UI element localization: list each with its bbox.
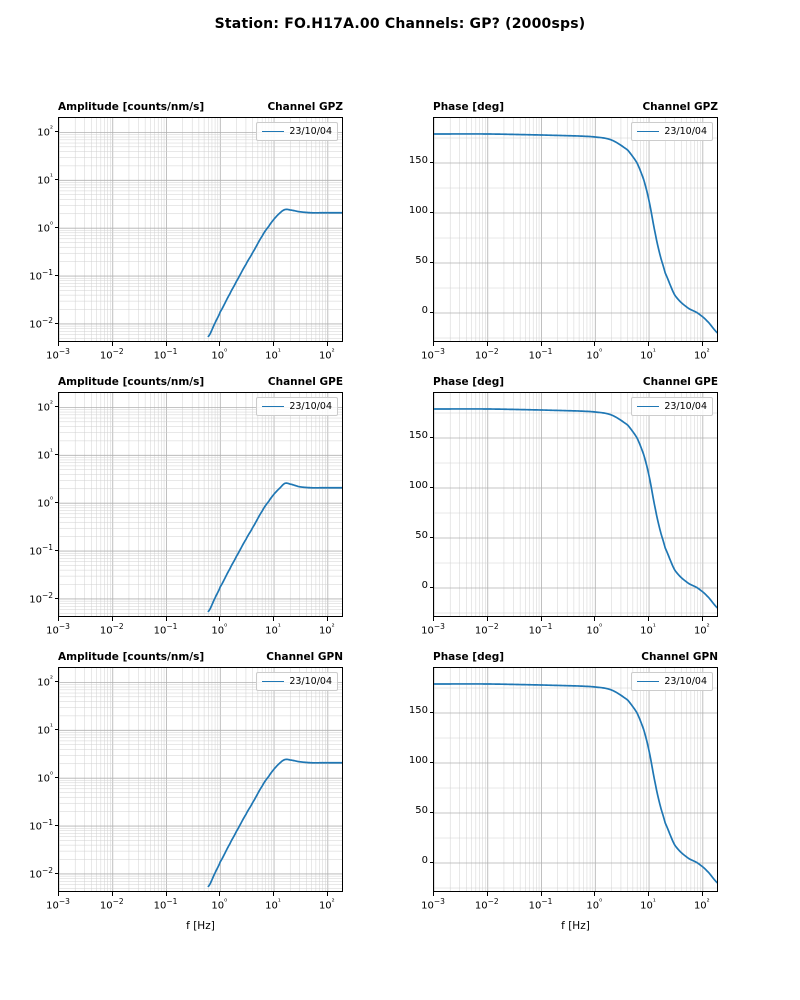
panel-title-left-amp-gpz: Amplitude [counts/nm/s] [58, 101, 205, 113]
ytick-mark [430, 312, 434, 313]
ytick-label: 50 [415, 530, 428, 541]
xtick-label: $10^{^0}$ [211, 347, 228, 362]
ytick-label: 100 [408, 755, 428, 766]
ytick-mark [55, 550, 59, 551]
ytick-mark [55, 777, 59, 778]
xtick-mark [273, 617, 274, 621]
xtick-mark [541, 892, 542, 896]
xtick-label: $10^{-3}$ [421, 897, 445, 912]
ytick-mark [430, 437, 434, 438]
ytick-mark [55, 179, 59, 180]
ytick-mark [55, 227, 59, 228]
xtick-mark [327, 892, 328, 896]
legend-label: 23/10/04 [664, 126, 707, 137]
panel-title-right-phase-gpz: Channel GPZ [642, 101, 718, 113]
xtick-label: $10^{-1}$ [153, 347, 178, 362]
xtick-label: $10^{-2}$ [99, 622, 124, 637]
legend-label: 23/10/04 [289, 676, 332, 687]
xtick-mark [541, 342, 542, 346]
xtick-label: $10^{^1}$ [265, 622, 281, 637]
plot-panel-amp-gpe [29, 376, 343, 637]
xtick-mark [273, 342, 274, 346]
ytick-label: $10^{-1}$ [29, 818, 53, 833]
ytick-label: 100 [408, 480, 428, 491]
legend-label: 23/10/04 [664, 676, 707, 687]
ytick-label: $10^{-2}$ [29, 865, 53, 881]
ytick-mark [430, 262, 434, 263]
ytick-mark [55, 323, 59, 324]
legend-phase-gpn[interactable] [631, 672, 713, 691]
xtick-mark [702, 342, 703, 346]
xtick-mark [648, 617, 649, 621]
ytick-mark [55, 502, 59, 503]
plot-panel-phase-gpz [408, 101, 718, 362]
ytick-label: $10^{^0}$ [37, 770, 53, 785]
figure-title: Station: FO.H17A.00 Channels: GP? (2000sps) [214, 16, 586, 32]
ytick-label: $10^{^1}$ [37, 172, 53, 187]
xtick-mark [433, 342, 434, 346]
plot-panel-phase-gpe [408, 376, 718, 637]
xtick-label: $10^{^1}$ [640, 347, 656, 362]
ytick-label: $10^{^1}$ [37, 447, 53, 462]
panel-title-left-phase-gpz: Phase [deg] [433, 101, 505, 113]
xtick-mark [327, 342, 328, 346]
plot-panel-phase-gpn [408, 651, 718, 932]
axes-amp-gpz [58, 117, 343, 342]
plot-panel-amp-gpn [29, 651, 343, 932]
panel-title-right-amp-gpn: Channel GPN [266, 651, 343, 663]
legend-swatch-icon [637, 406, 659, 407]
ytick-mark [55, 825, 59, 826]
xtick-label: $10^{-1}$ [153, 622, 178, 637]
xtick-mark [166, 342, 167, 346]
xtick-mark [433, 892, 434, 896]
legend-swatch-icon [637, 681, 659, 682]
axes-phase-gpz [433, 117, 718, 342]
xtick-label: $10^{^0}$ [586, 347, 603, 362]
panel-title-left-phase-gpe: Phase [deg] [433, 376, 505, 388]
ytick-mark [55, 454, 59, 455]
panel-title-right-phase-gpn: Channel GPN [641, 651, 718, 663]
xtick-label: $10^{^2}$ [318, 347, 335, 362]
xtick-label: $10^{^2}$ [693, 897, 710, 912]
xtick-mark [219, 342, 220, 346]
xaxis-label-amp-gpn: f [Hz] [186, 920, 215, 932]
xtick-mark [219, 617, 220, 621]
legend-amp-gpn[interactable] [256, 672, 338, 691]
xtick-mark [541, 617, 542, 621]
xtick-label: $10^{-2}$ [99, 897, 124, 912]
ytick-mark [430, 762, 434, 763]
xtick-label: $10^{-2}$ [474, 897, 499, 912]
xtick-mark [594, 617, 595, 621]
legend-swatch-icon [262, 406, 284, 407]
ytick-mark [55, 598, 59, 599]
xtick-mark [327, 617, 328, 621]
panel-title-left-amp-gpe: Amplitude [counts/nm/s] [58, 376, 205, 388]
xtick-label: $10^{-3}$ [46, 622, 70, 637]
xtick-mark [166, 892, 167, 896]
ytick-mark [55, 873, 59, 874]
ytick-mark [430, 212, 434, 213]
ytick-mark [430, 162, 434, 163]
xtick-mark [594, 892, 595, 896]
xtick-label: $10^{^0}$ [211, 897, 228, 912]
ytick-label: $10^{^0}$ [37, 495, 53, 510]
xtick-label: $10^{^2}$ [693, 347, 710, 362]
ytick-mark [430, 812, 434, 813]
xtick-label: $10^{-1}$ [153, 897, 178, 912]
ytick-label: $10^{-1}$ [29, 268, 53, 283]
legend-amp-gpe[interactable] [256, 397, 338, 416]
xtick-label: $10^{-1}$ [528, 897, 553, 912]
xtick-mark [273, 892, 274, 896]
ytick-label: 150 [408, 430, 428, 441]
xtick-mark [594, 342, 595, 346]
legend-swatch-icon [262, 131, 284, 132]
xtick-label: $10^{-3}$ [46, 897, 70, 912]
ytick-label: $10^{-1}$ [29, 543, 53, 558]
xtick-mark [487, 892, 488, 896]
xtick-label: $10^{^2}$ [318, 897, 335, 912]
ytick-label: $10^{^2}$ [37, 399, 53, 414]
xaxis-label-phase-gpn: f [Hz] [561, 920, 590, 932]
xtick-mark [112, 342, 113, 346]
ytick-label: 50 [415, 805, 428, 816]
xtick-mark [487, 617, 488, 621]
axes-phase-gpe [433, 392, 718, 617]
axes-phase-gpn [433, 667, 718, 892]
ytick-mark [430, 587, 434, 588]
xtick-label: $10^{-1}$ [528, 347, 553, 362]
xtick-label: $10^{-3}$ [421, 347, 445, 362]
xtick-mark [166, 617, 167, 621]
xtick-mark [112, 892, 113, 896]
xtick-label: $10^{^0}$ [586, 897, 603, 912]
xtick-label: $10^{^0}$ [586, 622, 603, 637]
xtick-label: $10^{^1}$ [640, 622, 656, 637]
panel-title-left-phase-gpn: Phase [deg] [433, 651, 505, 663]
ytick-label: 0 [421, 855, 428, 866]
ytick-mark [55, 131, 59, 132]
legend-label: 23/10/04 [289, 401, 332, 412]
xtick-mark [58, 342, 59, 346]
ytick-label: 150 [408, 155, 428, 166]
ytick-label: $10^{^1}$ [37, 722, 53, 737]
legend-label: 23/10/04 [664, 401, 707, 412]
xtick-mark [487, 342, 488, 346]
xtick-mark [648, 892, 649, 896]
panel-title-left-amp-gpn: Amplitude [counts/nm/s] [58, 651, 205, 663]
xtick-label: $10^{^1}$ [265, 347, 281, 362]
xtick-label: $10^{-2}$ [474, 347, 499, 362]
xtick-label: $10^{-1}$ [528, 622, 553, 637]
ytick-label: $10^{-2}$ [29, 315, 53, 331]
legend-phase-gpz[interactable] [631, 122, 713, 141]
legend-phase-gpe[interactable] [631, 397, 713, 416]
xtick-label: $10^{^2}$ [693, 622, 710, 637]
xtick-label: $10^{^0}$ [211, 622, 228, 637]
axes-amp-gpn [58, 667, 343, 892]
xtick-mark [648, 342, 649, 346]
xtick-mark [433, 617, 434, 621]
legend-label: 23/10/04 [289, 126, 332, 137]
panel-title-right-phase-gpe: Channel GPE [642, 376, 718, 388]
xtick-mark [58, 617, 59, 621]
legend-swatch-icon [637, 131, 659, 132]
xtick-mark [219, 892, 220, 896]
xtick-label: $10^{-3}$ [46, 347, 70, 362]
ytick-mark [430, 537, 434, 538]
xtick-mark [112, 617, 113, 621]
ytick-mark [55, 275, 59, 276]
ytick-label: 0 [421, 305, 428, 316]
xtick-mark [58, 892, 59, 896]
xtick-label: $10^{^1}$ [265, 897, 281, 912]
ytick-label: $10^{-2}$ [29, 590, 53, 606]
xtick-label: $10^{^1}$ [640, 897, 656, 912]
ytick-label: 150 [408, 705, 428, 716]
plot-panel-amp-gpz [29, 101, 343, 362]
ytick-label: 50 [415, 255, 428, 266]
xtick-label: $10^{-2}$ [99, 347, 124, 362]
xtick-label: $10^{-2}$ [474, 622, 499, 637]
legend-amp-gpz[interactable] [256, 122, 338, 141]
xtick-label: $10^{-3}$ [421, 622, 445, 637]
legend-swatch-icon [262, 681, 284, 682]
xtick-mark [702, 892, 703, 896]
ytick-label: 0 [421, 580, 428, 591]
ytick-mark [430, 712, 434, 713]
ytick-mark [430, 862, 434, 863]
panel-title-right-amp-gpe: Channel GPE [267, 376, 343, 388]
ytick-label: 100 [408, 205, 428, 216]
xtick-label: $10^{^2}$ [318, 622, 335, 637]
xtick-mark [702, 617, 703, 621]
ytick-mark [55, 681, 59, 682]
ytick-label: $10^{^2}$ [37, 674, 53, 689]
ytick-label: $10^{^0}$ [37, 220, 53, 235]
panel-title-right-amp-gpz: Channel GPZ [267, 101, 343, 113]
ytick-mark [55, 406, 59, 407]
ytick-mark [430, 487, 434, 488]
ytick-mark [55, 729, 59, 730]
ytick-label: $10^{^2}$ [37, 124, 53, 139]
axes-amp-gpe [58, 392, 343, 617]
